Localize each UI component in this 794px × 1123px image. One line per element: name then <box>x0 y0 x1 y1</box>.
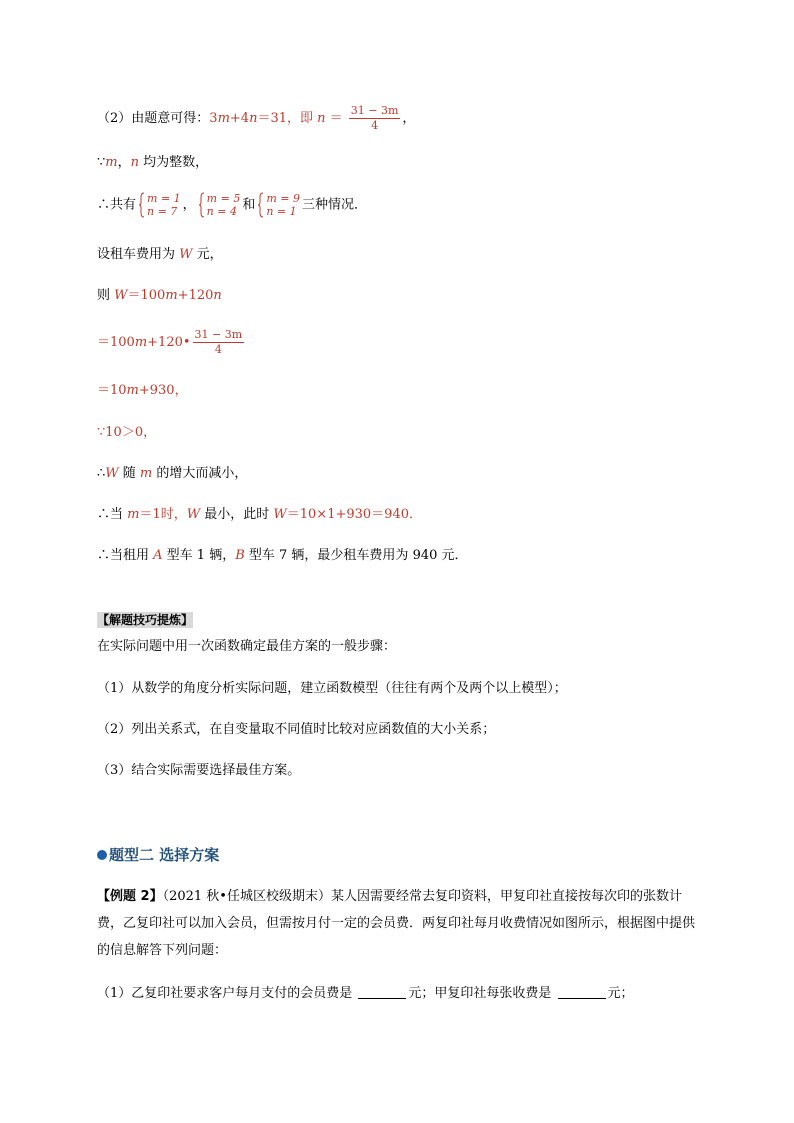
text: ＝31，即 <box>257 111 318 126</box>
example-paragraph <box>97 883 697 964</box>
var: W <box>105 466 119 481</box>
var: m <box>139 466 153 481</box>
brace-icon <box>257 192 264 218</box>
var: n <box>213 288 222 303</box>
text: ＝100 <box>127 288 166 303</box>
example-label: 【例题 2】 <box>97 889 163 904</box>
equation: m = 5 <box>206 192 241 205</box>
text: 型车 1 辆， <box>162 548 236 563</box>
fraction <box>193 328 245 357</box>
text: ∴共有 <box>97 197 137 213</box>
var: n <box>249 111 258 126</box>
solution-line-5 <box>97 287 222 305</box>
brace-icon <box>198 192 205 218</box>
text: 则 <box>97 288 115 303</box>
text: ＝1时， <box>139 507 187 522</box>
text: （2）由题意可得： <box>97 111 210 126</box>
text: 随 <box>118 466 140 481</box>
section-title: 题型二 选择方案 <box>109 846 220 864</box>
var: m <box>217 111 230 126</box>
text: ∵ <box>97 155 106 170</box>
solution-line-1 <box>97 104 415 133</box>
equation-system-2 <box>198 192 241 218</box>
fraction-denominator: 4 <box>349 118 401 133</box>
fraction-numerator: 31 − 3m <box>194 328 243 341</box>
text: 均为整数， <box>139 155 209 170</box>
text: 元， <box>192 247 223 262</box>
answer-blank-1[interactable] <box>358 986 406 999</box>
text: 设租车费用为 <box>97 247 180 262</box>
text: ＝10×1+930＝940． <box>286 507 422 522</box>
text: +930， <box>138 383 188 398</box>
tips-step-3: （3）结合实际需要选择最佳方案。 <box>97 763 301 778</box>
bullet-dot-icon <box>97 850 107 860</box>
var: W <box>273 507 287 522</box>
section-heading <box>97 844 219 865</box>
solution-line-4 <box>97 246 223 264</box>
equation: n = 4 <box>206 205 237 218</box>
var: m <box>134 335 148 350</box>
text: 元； <box>607 986 634 1001</box>
equation: m = 1 <box>147 192 181 205</box>
solution-line-8 <box>97 424 156 442</box>
var: W <box>179 247 193 262</box>
brace-icon <box>138 192 145 218</box>
var: n <box>130 155 139 170</box>
solution-line-9 <box>97 465 247 483</box>
solution-line-11 <box>97 547 468 565</box>
text: ∴当租用 <box>97 548 154 563</box>
solution-line-6 <box>97 328 246 357</box>
text: +120 <box>177 288 214 303</box>
text: +4 <box>229 111 250 126</box>
var: m <box>105 155 118 170</box>
var: m <box>127 507 140 522</box>
var: A <box>153 548 163 563</box>
var: n <box>317 111 326 126</box>
text: 三种情况． <box>301 197 367 213</box>
text: ， <box>402 111 416 126</box>
solution-line-7 <box>97 382 188 400</box>
example-text: 某人因需要经常去复印资料，甲复印社直接按每次印的张数计费，乙复印社可以加入会员，但需按月付一定的会员费．两复印社每月收费情况如图所示，根据图中提供的信息解答下列问题： <box>97 889 696 958</box>
text: 元；甲复印社每张收费是 <box>408 986 556 1001</box>
equation-system-3 <box>257 192 300 218</box>
answer-blank-2[interactable] <box>558 986 606 999</box>
text: 的增大而减小， <box>152 466 248 481</box>
solution-line-10 <box>97 506 422 524</box>
var: m <box>165 288 178 303</box>
text: 最小，此时 <box>200 507 274 522</box>
text: （1）乙复印社要求客户每月支付的会员费是 <box>97 986 357 1001</box>
tips-label <box>97 611 193 630</box>
text: 3 <box>209 111 218 126</box>
var: B <box>235 548 245 563</box>
text: ， <box>117 155 131 170</box>
tips-label-text: 【解题技巧提炼】 <box>97 613 194 627</box>
example-source: （2021 秋•任城区校级期末） <box>162 889 331 904</box>
tips-intro: 在实际问题中用一次函数确定最佳方案的一般步骤： <box>97 639 397 654</box>
fraction-denominator: 4 <box>193 342 245 357</box>
equation: m = 9 <box>266 192 300 205</box>
var: W <box>114 288 128 303</box>
solution-line-3 <box>97 192 367 218</box>
text: ∵10＞0， <box>97 425 157 440</box>
var: W <box>186 507 201 522</box>
fraction <box>349 104 401 133</box>
equation: n = 7 <box>147 205 178 218</box>
text: ， <box>182 197 196 213</box>
text: 和 <box>242 197 256 213</box>
equation: n = 1 <box>266 205 297 218</box>
text: 型车 7 辆，最少租车费用为 940 元． <box>244 548 468 563</box>
text: ＝10 <box>97 383 127 398</box>
tips-step-2: （2）列出关系式，在自变量取不同值时比较对应函数值的大小关系； <box>97 722 496 737</box>
text: ＝100 <box>97 335 135 350</box>
text: ∴ <box>97 466 106 481</box>
equation-system-1 <box>138 192 181 218</box>
text: +120• <box>147 335 191 350</box>
var: m <box>126 383 139 398</box>
question-1 <box>97 985 634 1003</box>
fraction-numerator: 31 − 3m <box>350 104 399 117</box>
text: ∴当 <box>97 507 128 522</box>
tips-step-1: （1）从数学的角度分析实际问题，建立函数模型（往往有两个及两个以上模型）； <box>97 681 567 696</box>
solution-line-2 <box>97 154 208 172</box>
text: ＝ <box>325 111 347 126</box>
